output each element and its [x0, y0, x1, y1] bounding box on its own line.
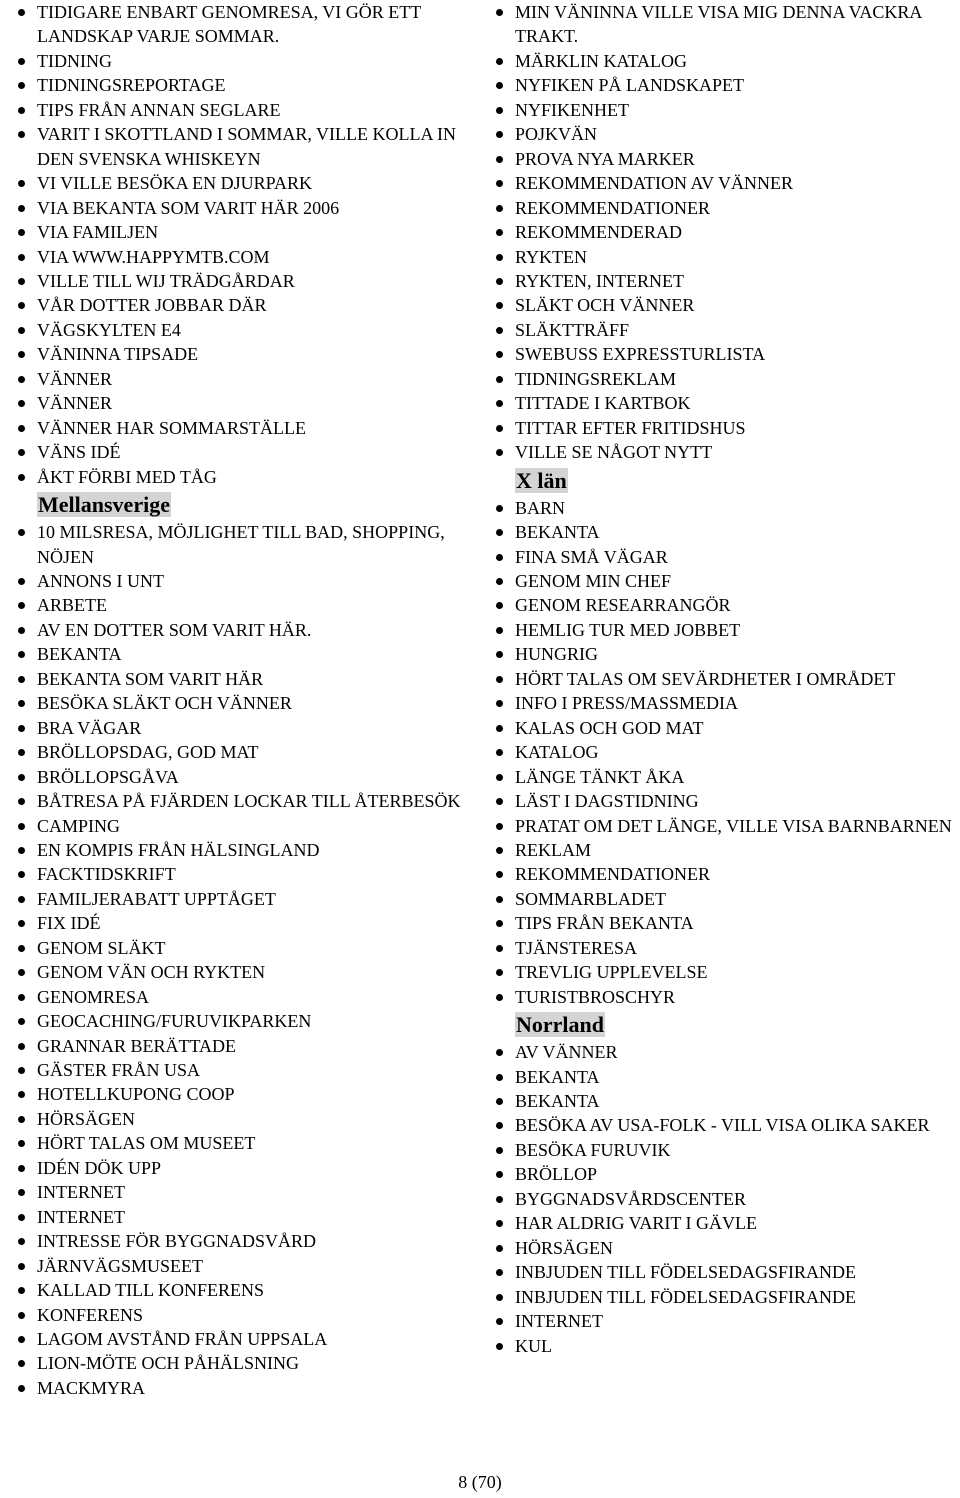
list-item: ÅKT FÖRBI MED TÅG: [14, 465, 469, 489]
list-item: TIPS FRÅN ANNAN SEGLARE: [14, 98, 469, 122]
list-item: GENOM MIN CHEF: [492, 569, 960, 593]
list-item: VÄNNER HAR SOMMARSTÄLLE: [14, 416, 469, 440]
list-item: TJÄNSTERESA: [492, 936, 960, 960]
list-item: INTERNET: [492, 1309, 960, 1333]
list-item: LÄST I DAGSTIDNING: [492, 789, 960, 813]
list-item: KUL: [492, 1334, 960, 1358]
section-heading-norrland: Norrland: [516, 1012, 604, 1038]
list-item: KALLAD TILL KONFERENS: [14, 1278, 469, 1302]
list-item: BEKANTA: [492, 1089, 960, 1113]
list-item: 10 MILSRESA, MÖJLIGHET TILL BAD, SHOPPING, NÖJEN: [14, 520, 469, 569]
list-item: BRA VÄGAR: [14, 716, 469, 740]
list-item: INFO I PRESS/MASSMEDIA: [492, 691, 960, 715]
left-list-b: [14, 520, 469, 1400]
list-item: SOMMARBLADET: [492, 887, 960, 911]
list-item: VIA BEKANTA SOM VARIT HÄR 2006: [14, 196, 469, 220]
list-item: INTERNET: [14, 1205, 469, 1229]
list-item: REKOMMENDATIONER: [492, 862, 960, 886]
left-heading-wrap: [14, 491, 469, 519]
list-item: TIDNING: [14, 49, 469, 73]
list-item: POJKVÄN: [492, 122, 960, 146]
list-item: GÄSTER FRÅN USA: [14, 1058, 469, 1082]
list-item: VÄNNER: [14, 391, 469, 415]
list-item: FACKTIDSKRIFT: [14, 862, 469, 886]
list-item: TIDNINGSREPORTAGE: [14, 73, 469, 97]
list-item: REKLAM: [492, 838, 960, 862]
list-item: VÅR DOTTER JOBBAR DÄR: [14, 293, 469, 317]
list-item: REKOMMENDERAD: [492, 220, 960, 244]
list-item: BRÖLLOP: [492, 1162, 960, 1186]
list-item: TITTADE I KARTBOK: [492, 391, 960, 415]
list-item: PRATAT OM DET LÄNGE, VILLE VISA BARNBARNEN: [492, 814, 960, 838]
list-item: VIA WWW.HAPPYMTB.COM: [14, 245, 469, 269]
list-item: RYKTEN, INTERNET: [492, 269, 960, 293]
list-item: VÄNNER: [14, 367, 469, 391]
list-item: HÖRT TALAS OM MUSEET: [14, 1131, 469, 1155]
list-item: BÅTRESA PÅ FJÄRDEN LOCKAR TILL ÅTERBESÖK: [14, 789, 469, 813]
list-item: BRÖLLOPSGÅVA: [14, 765, 469, 789]
list-item: FIX IDÉ: [14, 911, 469, 935]
list-item: FAMILJERABATT UPPTÅGET: [14, 887, 469, 911]
list-item: BARN: [492, 496, 960, 520]
list-item: REKOMMENDATION AV VÄNNER: [492, 171, 960, 195]
list-item: NYFIKENHET: [492, 98, 960, 122]
list-item: INBJUDEN TILL FÖDELSEDAGSFIRANDE: [492, 1285, 960, 1309]
list-item: SLÄKT OCH VÄNNER: [492, 293, 960, 317]
page-number: 8 (70): [458, 1472, 502, 1492]
list-item: BESÖKA AV USA-FOLK - VILL VISA OLIKA SAKER: [492, 1113, 960, 1137]
list-item: HÖRSÄGEN: [14, 1107, 469, 1131]
list-item: VARIT I SKOTTLAND I SOMMAR, VILLE KOLLA IN DEN SVENSKA WHISKEYN: [14, 122, 469, 171]
list-item: IDÉN DÖK UPP: [14, 1156, 469, 1180]
list-item: VIA FAMILJEN: [14, 220, 469, 244]
list-item: BEKANTA: [492, 1065, 960, 1089]
list-item: REKOMMENDATIONER: [492, 196, 960, 220]
list-item: VI VILLE BESÖKA EN DJURPARK: [14, 171, 469, 195]
right-heading-wrap-x-lan: [492, 467, 960, 495]
list-item: KALAS OCH GOD MAT: [492, 716, 960, 740]
list-item: HÖRSÄGEN: [492, 1236, 960, 1260]
list-item: FINA SMÅ VÄGAR: [492, 545, 960, 569]
list-item: HÖRT TALAS OM SEVÄRDHETER I OMRÅDET: [492, 667, 960, 691]
right-list-a: [492, 0, 960, 465]
list-item: GENOM VÄN OCH RYKTEN: [14, 960, 469, 984]
list-item: INTRESSE FÖR BYGGNADSVÅRD: [14, 1229, 469, 1253]
list-item: INTERNET: [14, 1180, 469, 1204]
section-heading-x-lan: X län: [516, 467, 567, 493]
list-item: LAGOM AVSTÅND FRÅN UPPSALA: [14, 1327, 469, 1351]
list-item: NYFIKEN PÅ LANDSKAPET: [492, 73, 960, 97]
list-item: LION-MÖTE OCH PÅHÄLSNING: [14, 1351, 469, 1375]
list-item: RYKTEN: [492, 245, 960, 269]
list-item: BESÖKA SLÄKT OCH VÄNNER: [14, 691, 469, 715]
list-item: TREVLIG UPPLEVELSE: [492, 960, 960, 984]
list-item: BEKANTA SOM VARIT HÄR: [14, 667, 469, 691]
list-item: HAR ALDRIG VARIT I GÄVLE: [492, 1211, 960, 1235]
list-item: TIDNINGSREKLAM: [492, 367, 960, 391]
right-list-b: [492, 496, 960, 1010]
list-item: GENOM RESEARRANGÖR: [492, 593, 960, 617]
list-item: VILLE TILL WIJ TRÄDGÅRDAR: [14, 269, 469, 293]
left-column: [14, 0, 469, 1400]
list-item: BYGGNADSVÅRDSCENTER: [492, 1187, 960, 1211]
list-item: MIN VÄNINNA VILLE VISA MIG DENNA VACKRA TRAKT.: [492, 0, 960, 49]
right-list-c: [492, 1040, 960, 1358]
list-item: CAMPING: [14, 814, 469, 838]
list-item: TIDIGARE ENBART GENOMRESA, VI GÖR ETT LANDSKAP VARJE SOMMAR.: [14, 0, 469, 49]
section-heading-mellansverige: Mellansverige: [38, 492, 170, 518]
list-item: JÄRNVÄGSMUSEET: [14, 1254, 469, 1278]
list-item: SWEBUSS EXPRESSTURLISTA: [492, 342, 960, 366]
list-item: BEKANTA: [492, 520, 960, 544]
list-item: TIPS FRÅN BEKANTA: [492, 911, 960, 935]
list-item: BRÖLLOPSDAG, GOD MAT: [14, 740, 469, 764]
list-item: GEOCACHING/FURUVIKPARKEN: [14, 1009, 469, 1033]
list-item: ARBETE: [14, 593, 469, 617]
list-item: MACKMYRA: [14, 1376, 469, 1400]
list-item: HUNGRIG: [492, 642, 960, 666]
list-item: BESÖKA FURUVIK: [492, 1138, 960, 1162]
list-item: SLÄKTTRÄFF: [492, 318, 960, 342]
list-item: GRANNAR BERÄTTADE: [14, 1034, 469, 1058]
list-item: GENOM SLÄKT: [14, 936, 469, 960]
list-item: ANNONS I UNT: [14, 569, 469, 593]
list-item: VÄNINNA TIPSADE: [14, 342, 469, 366]
list-item: EN KOMPIS FRÅN HÄLSINGLAND: [14, 838, 469, 862]
list-item: HOTELLKUPONG COOP: [14, 1082, 469, 1106]
list-item: VILLE SE NÅGOT NYTT: [492, 440, 960, 464]
list-item: GENOMRESA: [14, 985, 469, 1009]
list-item: TITTAR EFTER FRITIDSHUS: [492, 416, 960, 440]
list-item: TURISTBROSCHYR: [492, 985, 960, 1009]
list-item: HEMLIG TUR MED JOBBET: [492, 618, 960, 642]
list-item: INBJUDEN TILL FÖDELSEDAGSFIRANDE: [492, 1260, 960, 1284]
list-item: PROVA NYA MARKER: [492, 147, 960, 171]
right-column: [492, 0, 960, 1358]
left-list-a: [14, 0, 469, 489]
list-item: KATALOG: [492, 740, 960, 764]
list-item: BEKANTA: [14, 642, 469, 666]
list-item: MÄRKLIN KATALOG: [492, 49, 960, 73]
list-item: LÄNGE TÄNKT ÅKA: [492, 765, 960, 789]
list-item: AV EN DOTTER SOM VARIT HÄR.: [14, 618, 469, 642]
list-item: VÄNS IDÉ: [14, 440, 469, 464]
list-item: VÄGSKYLTEN E4: [14, 318, 469, 342]
list-item: AV VÄNNER: [492, 1040, 960, 1064]
list-item: KONFERENS: [14, 1303, 469, 1327]
right-heading-wrap-norrland: [492, 1011, 960, 1039]
